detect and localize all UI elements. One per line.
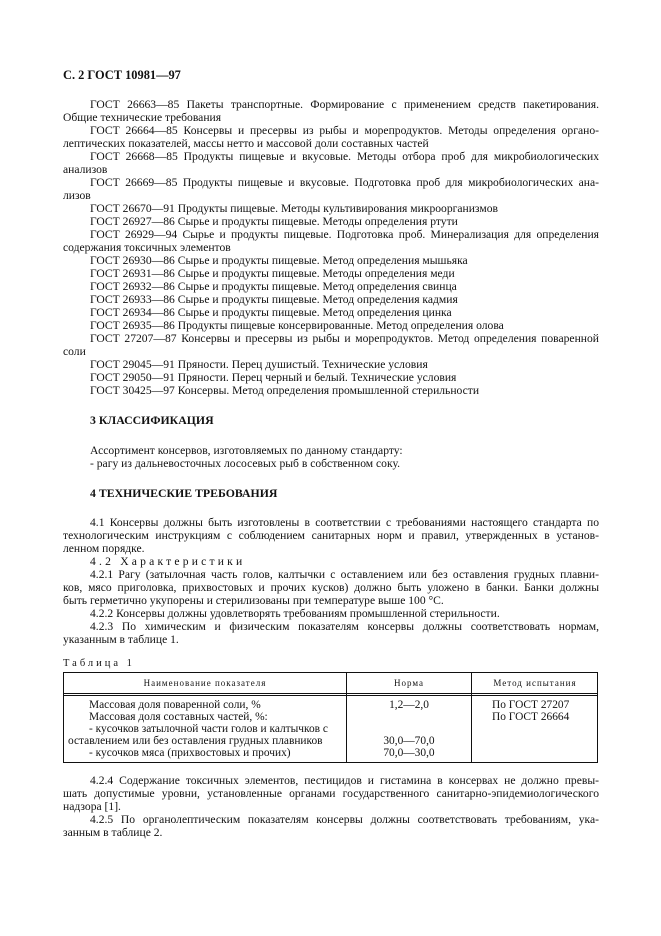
table-cell-method: По ГОСТ 27207 — [492, 699, 570, 711]
page-header: С. 2 ГОСТ 10981—97 — [63, 68, 181, 82]
table-1 — [63, 672, 598, 763]
subsection-title-characteristics: 4.2 Характеристики — [90, 555, 246, 568]
reference-line-cont: соли — [63, 345, 86, 358]
reference-line: ГОСТ 26668—85 Продукты пищевые и вкусовые. Методы отбора проб для микробиологических — [90, 150, 599, 163]
paragraph-line: 4.1 Консервы должны быть изготовлены в соответствии с требованиями настоящего стандарта по — [90, 516, 599, 529]
paragraph-line: 4.2.2 Консервы должны удовлетворять требованиям промышленной стерильности. — [90, 607, 500, 620]
reference-line: ГОСТ 26932—86 Сырье и продукты пищевые. Метод определения свинца — [90, 280, 457, 293]
table-header-name: Наименование показателя — [143, 678, 267, 688]
paragraph-line: шать допустимые уровни, установленные органами государственного санитарно-эпидемиологического — [63, 787, 599, 800]
paragraph-line: - рагу из дальневосточных лососевых рыб в собственном соку. — [90, 457, 400, 470]
reference-line: ГОСТ 27207—87 Консервы и пресервы из рыбы и морепродуктов. Метод определения поваренной — [90, 332, 599, 345]
table-caption: Таблица 1 — [63, 658, 135, 669]
reference-line: ГОСТ 29045—91 Пряности. Перец душистый. Технические условия — [90, 358, 428, 371]
table-cell-norm: 1,2—2,0 — [389, 699, 429, 711]
reference-line: ГОСТ 26933—86 Сырье и продукты пищевые. Метод определения кадмия — [90, 293, 458, 306]
reference-line: ГОСТ 26929—94 Сырье и продукты пищевые. Подготовка проб. Минерализация для определения — [90, 228, 599, 241]
paragraph-line: 4.2.5 По органолептическим показателям консервы должны соответствовать требованиям, ука- — [90, 813, 599, 826]
table-cell-norm: 30,0—70,0 — [383, 735, 435, 747]
table-header-divider — [64, 693, 597, 694]
table-cell-name: - кусочков мяса (прихвостовых и прочих) — [89, 747, 291, 759]
reference-line: ГОСТ 26934—86 Сырье и продукты пищевые. Метод определения цинка — [90, 306, 452, 319]
reference-line: ГОСТ 26935—86 Продукты пищевые консервированные. Метод определения олова — [90, 319, 504, 332]
table-header-method: Метод испытания — [493, 678, 577, 688]
paragraph-line: технологическим инструкциям с соблюдением санитарных норм и правил, утвержденных в установ- — [63, 529, 599, 542]
paragraph-line: 4.2.4 Содержание токсичных элементов, пестицидов и гистамина в консервах не должно превы- — [90, 774, 599, 787]
reference-line: ГОСТ 26669—85 Продукты пищевые и вкусовые. Подготовка проб для микробиологических ана- — [90, 176, 599, 189]
reference-line: ГОСТ 30425—97 Консервы. Метод определения промышленной стерильности — [90, 384, 480, 397]
reference-line-cont: содержания токсичных элементов — [63, 241, 231, 254]
table-cell-method: По ГОСТ 26664 — [492, 711, 570, 723]
reference-line-cont: лизов — [63, 189, 91, 202]
reference-line: ГОСТ 26931—86 Сырье и продукты пищевые. Методы определения меди — [90, 267, 455, 280]
section-title-technical-requirements: 4 ТЕХНИЧЕСКИЕ ТРЕБОВАНИЯ — [90, 486, 278, 500]
reference-line: ГОСТ 26663—85 Пакеты транспортные. Формирование с применением средств пакетирования. — [90, 98, 599, 111]
reference-line: ГОСТ 26670—91 Продукты пищевые. Методы культивирования микроорганизмов — [90, 202, 498, 215]
table-cell-name: - кусочков затылочной части голов и калтычков с — [89, 723, 328, 735]
reference-line: ГОСТ 26930—86 Сырье и продукты пищевые. Метод определения мышьяка — [90, 254, 468, 267]
reference-line: ГОСТ 26927—86 Сырье и продукты пищевые. Методы определения ртути — [90, 215, 458, 228]
reference-line: ГОСТ 26664—85 Консервы и пресервы из рыбы и морепродуктов. Методы определения органо- — [90, 124, 599, 137]
paragraph-line: указанным в таблице 1. — [63, 633, 179, 646]
paragraph-line: занным в таблице 2. — [63, 826, 163, 839]
table-cell-name: Массовая доля поваренной соли, % — [89, 699, 261, 711]
reference-line: ГОСТ 29050—91 Пряности. Перец черный и белый. Технические условия — [90, 371, 457, 384]
paragraph-line: 4.2.1 Рагу (затылочная часть голов, калтычки с оставлением или без оставления грудных плавни- — [90, 568, 599, 581]
paragraph-line: ленном порядке. — [63, 542, 145, 555]
table-header-divider — [64, 695, 597, 696]
table-cell-norm: 70,0—30,0 — [383, 747, 435, 759]
paragraph-line: надзора [1]. — [63, 800, 121, 813]
paragraph-line: ков, мясо приголовка, прихвостовых и прочих кусков) должно быть уложено в банки. Банки должны — [63, 581, 599, 594]
table-header-norm: Норма — [394, 678, 424, 688]
reference-line-cont: анализов — [63, 163, 108, 176]
table-cell-name: оставлением или без оставления грудных плавников — [68, 735, 323, 747]
reference-line-cont: Общие технические требования — [63, 111, 222, 124]
section-title-classification: 3 КЛАССИФИКАЦИЯ — [90, 413, 214, 427]
paragraph-line: Ассортимент консервов, изготовляемых по данному стандарту: — [90, 444, 403, 457]
paragraph-line: быть герметично укупорены и стерилизованы при температуре выше 100 °С. — [63, 594, 444, 607]
table-cell-name: Массовая доля составных частей, %: — [89, 711, 268, 723]
paragraph-line: 4.2.3 По химическим и физическим показателям консервы должны соответствовать нормам, — [90, 620, 599, 633]
reference-line-cont: лептических показателей, массы нетто и массовой доли составных частей — [63, 137, 429, 150]
